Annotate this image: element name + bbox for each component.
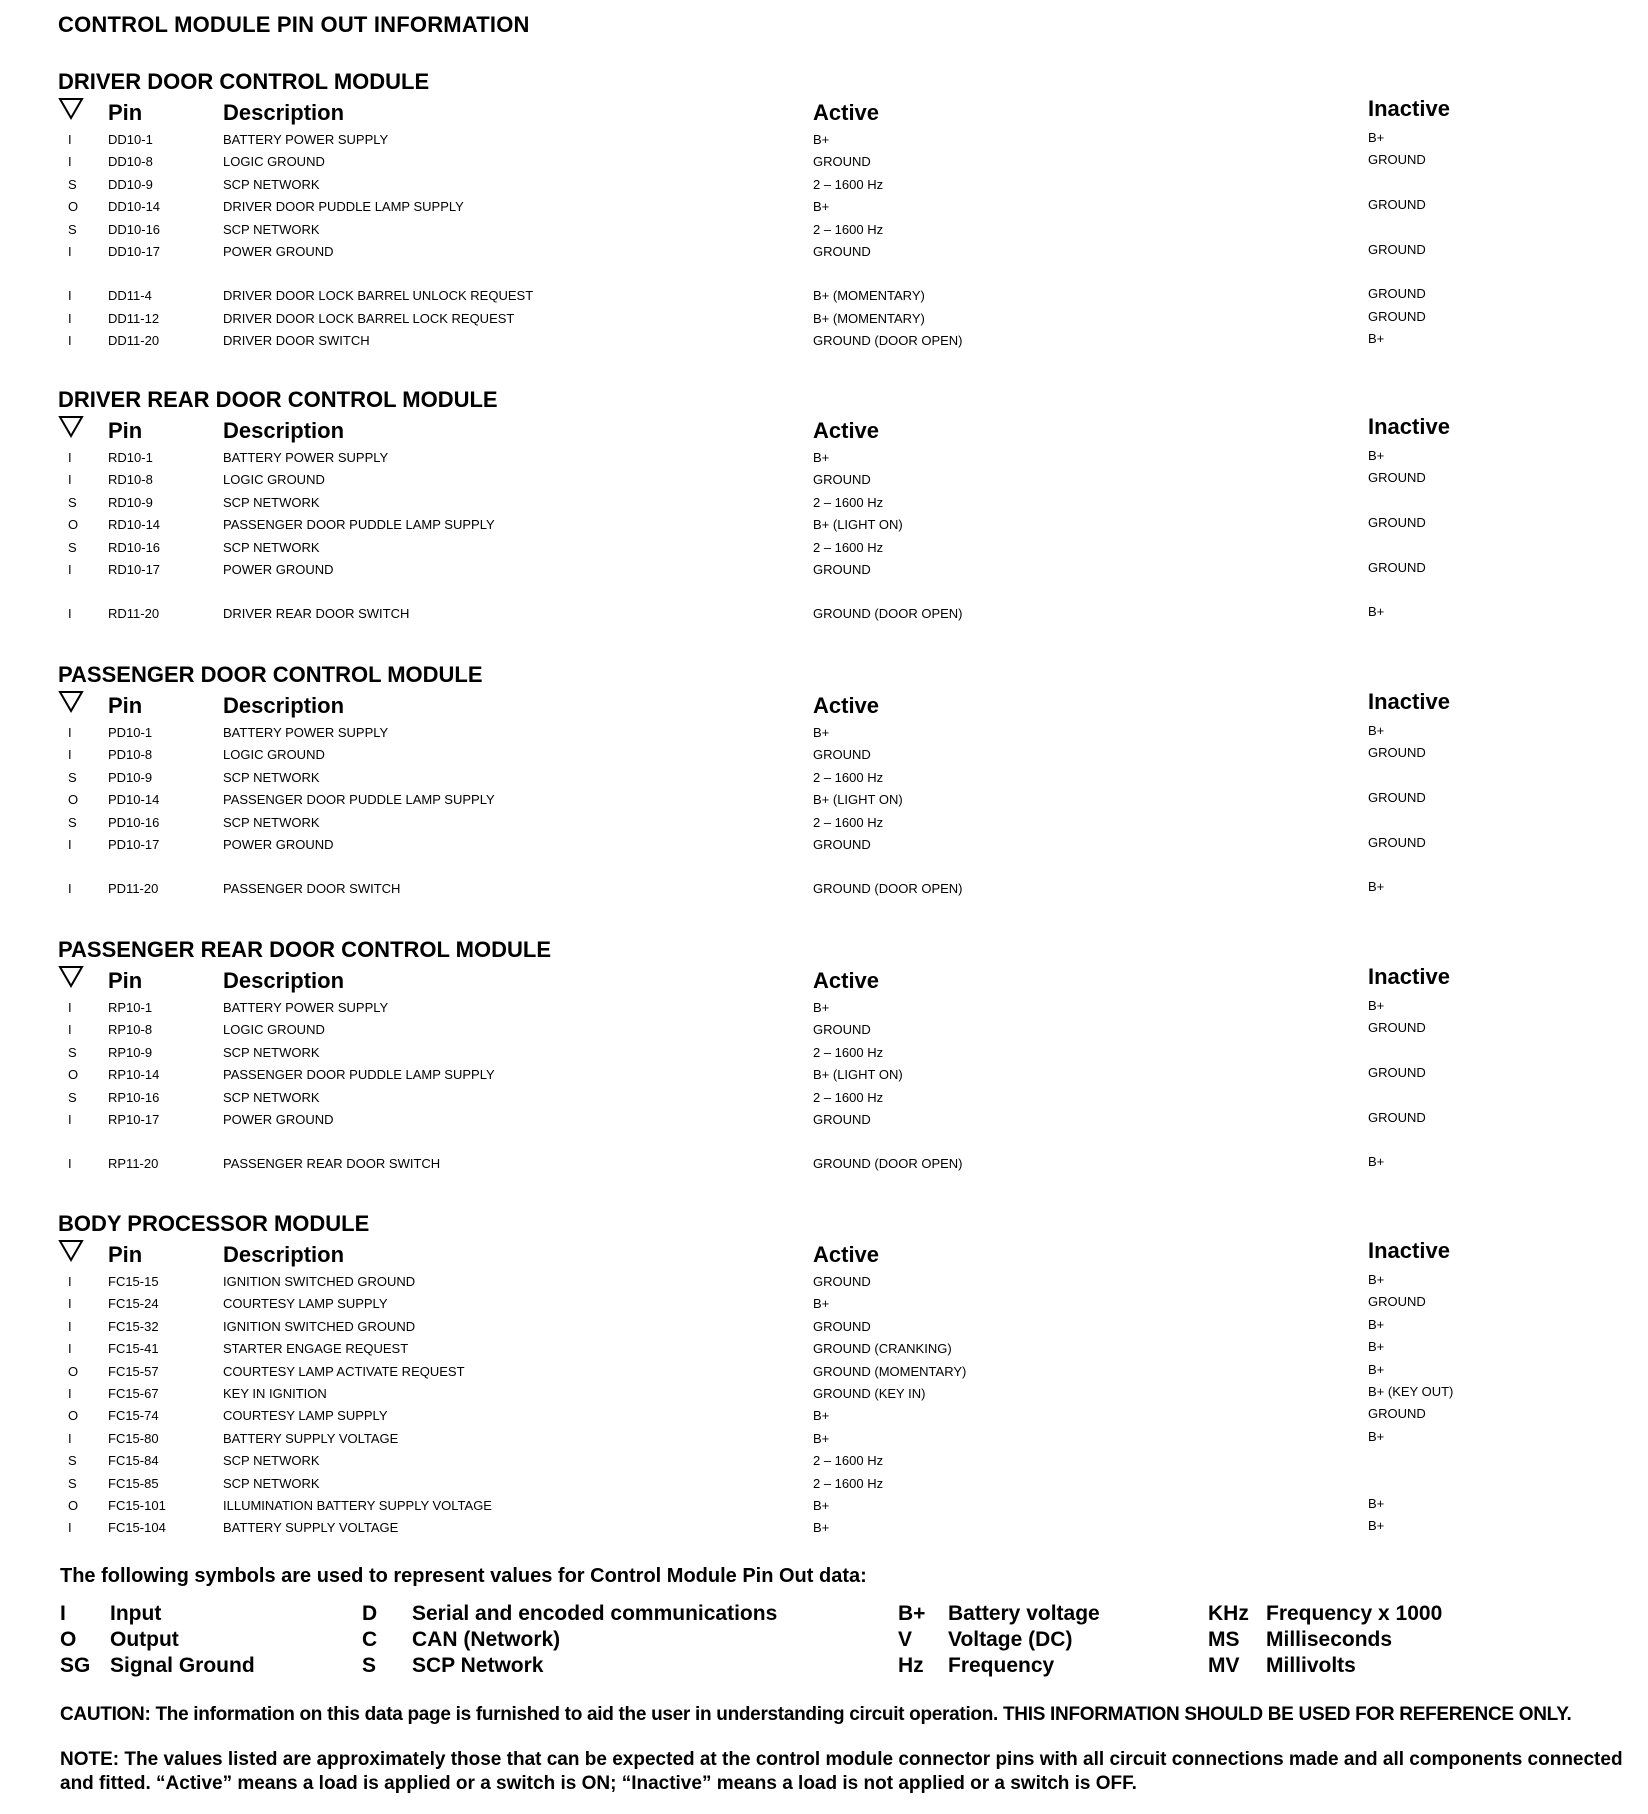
section-passenger-door: [58, 661, 1618, 900]
table-row: I DD10-1 BATTERY POWER SUPPLY B+ B+: [68, 130, 1385, 147]
description-header: Description: [223, 1242, 345, 1267]
legend-item: C CAN (Network): [362, 1628, 561, 1651]
description-header: Description: [223, 693, 345, 718]
legend-item: V Voltage (DC): [898, 1628, 1073, 1651]
legend-item: SG Signal Ground: [60, 1654, 255, 1677]
table-row: I DD11-4 DRIVER DOOR LOCK BARREL UNLOCK REQUEST B+ (MOMENTARY) GROUND: [68, 286, 1426, 304]
legend-column-3: [898, 1601, 1100, 1679]
table-row: I RD11-20 DRIVER REAR DOOR SWITCH GROUND (DOOR OPEN) B+: [68, 604, 1385, 622]
table-row: I RP10-1 BATTERY POWER SUPPLY B+ B+: [68, 998, 1385, 1015]
legend-column-4: [1208, 1601, 1442, 1679]
active-header: Active: [813, 693, 880, 718]
legend-item: D Serial and encoded communications: [362, 1602, 778, 1625]
inactive-header: Inactive: [1368, 96, 1450, 121]
table-row: I PD11-20 PASSENGER DOOR SWITCH GROUND (DOOR OPEN) B+: [68, 879, 1385, 897]
section-title: PASSENGER DOOR CONTROL MODULE: [58, 662, 483, 687]
table-row: I FC15-15 IGNITION SWITCHED GROUND GROUND B+: [68, 1272, 1385, 1289]
section-title: BODY PROCESSOR MODULE: [58, 1211, 370, 1236]
section-title: DRIVER DOOR CONTROL MODULE: [58, 69, 430, 94]
table-row: O FC15-74 COURTESY LAMP SUPPLY B+ GROUND: [68, 1406, 1426, 1424]
legend-item: O Output: [60, 1628, 179, 1651]
table-row: I PD10-1 BATTERY POWER SUPPLY B+ B+: [68, 723, 1385, 740]
table-row: S FC15-85 SCP NETWORK 2 – 1600 Hz: [68, 1475, 884, 1491]
active-header: Active: [813, 1242, 880, 1267]
triangle-icon: [58, 96, 86, 124]
legend-column-2: [362, 1601, 777, 1679]
table-row: I DD10-17 POWER GROUND GROUND GROUND: [68, 241, 1426, 259]
pin-header: Pin: [108, 693, 143, 718]
active-header: Active: [813, 418, 880, 443]
legend-item: Hz Frequency: [898, 1654, 1055, 1677]
description-header: Description: [223, 100, 345, 125]
table-row: I FC15-24 COURTESY LAMP SUPPLY B+ GROUND: [68, 1294, 1426, 1312]
table-row: O RD10-14 PASSENGER DOOR PUDDLE LAMP SUPPLY B+ (LIGHT ON) GROUND: [68, 515, 1426, 533]
table-row: S RD10-9 SCP NETWORK 2 – 1600 Hz: [68, 494, 884, 510]
inactive-header: Inactive: [1368, 689, 1450, 714]
triangle-icon: [58, 689, 86, 717]
table-row: I FC15-67 KEY IN IGNITION GROUND (KEY IN) B+ (KEY OUT): [68, 1383, 1454, 1401]
legend-item: MV Millivolts: [1208, 1654, 1356, 1677]
legend-item: I Input: [60, 1602, 162, 1625]
triangle-icon: [58, 964, 86, 992]
legend-item: MS Milliseconds: [1208, 1628, 1393, 1651]
table-row: I RP10-8 LOGIC GROUND GROUND GROUND: [68, 1020, 1426, 1038]
triangle-icon: [58, 414, 86, 442]
description-header: Description: [223, 418, 345, 443]
section-driver-rear-door: [58, 386, 1618, 625]
section-title: DRIVER REAR DOOR CONTROL MODULE: [58, 387, 498, 412]
column-header-row: [58, 1238, 1618, 1270]
triangle-icon: [58, 1238, 86, 1266]
inactive-header: Inactive: [1368, 1238, 1450, 1263]
table-row: S RD10-16 SCP NETWORK 2 – 1600 Hz: [68, 539, 884, 555]
table-row: I FC15-41 STARTER ENGAGE REQUEST GROUND (CRANKING) B+: [68, 1339, 1385, 1357]
table-row: O DD10-14 DRIVER DOOR PUDDLE LAMP SUPPLY B+ GROUND: [68, 197, 1426, 215]
legend-column-1: [60, 1601, 255, 1679]
table-row: I DD10-8 LOGIC GROUND GROUND GROUND: [68, 152, 1426, 170]
table-row: O RP10-14 PASSENGER DOOR PUDDLE LAMP SUPPLY B+ (LIGHT ON) GROUND: [68, 1065, 1426, 1083]
table-row: I FC15-32 IGNITION SWITCHED GROUND GROUND B+: [68, 1316, 1385, 1334]
table-row: I RD10-8 LOGIC GROUND GROUND GROUND: [68, 470, 1426, 488]
section-title: PASSENGER REAR DOOR CONTROL MODULE: [58, 937, 551, 962]
inactive-header: Inactive: [1368, 414, 1450, 439]
description-header: Description: [223, 968, 345, 993]
pin-header: Pin: [108, 418, 143, 443]
table-row: S RP10-9 SCP NETWORK 2 – 1600 Hz: [68, 1044, 884, 1060]
table-row: I DD11-12 DRIVER DOOR LOCK BARREL LOCK REQUEST B+ (MOMENTARY) GROUND: [68, 308, 1426, 326]
column-header-row: [58, 964, 1618, 996]
table-row: O FC15-101 ILLUMINATION BATTERY SUPPLY VOLTAGE B+ B+: [68, 1495, 1385, 1513]
table-row: S FC15-84 SCP NETWORK 2 – 1600 Hz: [68, 1453, 884, 1469]
section-body-processor: [58, 1210, 1618, 1539]
column-header-row: [58, 96, 1618, 128]
table-row: S DD10-9 SCP NETWORK 2 – 1600 Hz: [68, 176, 884, 192]
table-row: I PD10-8 LOGIC GROUND GROUND GROUND: [68, 745, 1426, 763]
table-row: S PD10-9 SCP NETWORK 2 – 1600 Hz: [68, 769, 884, 785]
legend-item: KHz Frequency x 1000: [1208, 1602, 1443, 1625]
pin-header: Pin: [108, 1242, 143, 1267]
active-header: Active: [813, 100, 880, 125]
column-header-row: [58, 414, 1618, 446]
active-header: Active: [813, 968, 880, 993]
caution-text: CAUTION: The information on this data page is furnished to aid the user in understanding circuit operation. THIS INFORMATION SHOULD BE USED FOR REFERENCE ONLY.: [60, 1704, 1572, 1725]
table-row: I FC15-80 BATTERY SUPPLY VOLTAGE B+ B+: [68, 1428, 1385, 1446]
table-row: I RP10-17 POWER GROUND GROUND GROUND: [68, 1109, 1426, 1127]
legend-item: B+ Battery voltage: [898, 1602, 1100, 1625]
table-row: O PD10-14 PASSENGER DOOR PUDDLE LAMP SUPPLY B+ (LIGHT ON) GROUND: [68, 790, 1426, 808]
column-header-row: [58, 689, 1618, 721]
legend-intro: The following symbols are used to represent values for Control Module Pin Out data:: [60, 1565, 867, 1587]
pin-header: Pin: [108, 100, 143, 125]
table-row: I PD10-17 POWER GROUND GROUND GROUND: [68, 834, 1426, 852]
table-row: I RP11-20 PASSENGER REAR DOOR SWITCH GROUND (DOOR OPEN) B+: [68, 1154, 1385, 1172]
table-row: S DD10-16 SCP NETWORK 2 – 1600 Hz: [68, 221, 884, 237]
pin-header: Pin: [108, 968, 143, 993]
table-row: I RD10-17 POWER GROUND GROUND GROUND: [68, 559, 1426, 577]
section-passenger-rear-door: [58, 936, 1618, 1175]
note-text: NOTE: The values listed are approximately those that can be expected at the control module connector pins with all circuit connections made and all components connected and fitted. “Active” means a load is applied or a switch is ON; “Inactive” means a load is not applied or a switch is OFF.: [60, 1749, 1623, 1794]
table-row: S PD10-16 SCP NETWORK 2 – 1600 Hz: [68, 814, 884, 830]
page-title: CONTROL MODULE PIN OUT INFORMATION: [58, 12, 530, 37]
table-row: S RP10-16 SCP NETWORK 2 – 1600 Hz: [68, 1089, 884, 1105]
table-row: I DD11-20 DRIVER DOOR SWITCH GROUND (DOOR OPEN) B+: [68, 331, 1385, 349]
table-row: I FC15-104 BATTERY SUPPLY VOLTAGE B+ B+: [68, 1518, 1385, 1536]
legend-item: S SCP Network: [362, 1654, 544, 1677]
inactive-header: Inactive: [1368, 964, 1450, 989]
table-row: I RD10-1 BATTERY POWER SUPPLY B+ B+: [68, 448, 1385, 465]
table-row: O FC15-57 COURTESY LAMP ACTIVATE REQUEST GROUND (MOMENTARY) B+: [68, 1361, 1385, 1379]
section-driver-door: [58, 68, 1618, 352]
